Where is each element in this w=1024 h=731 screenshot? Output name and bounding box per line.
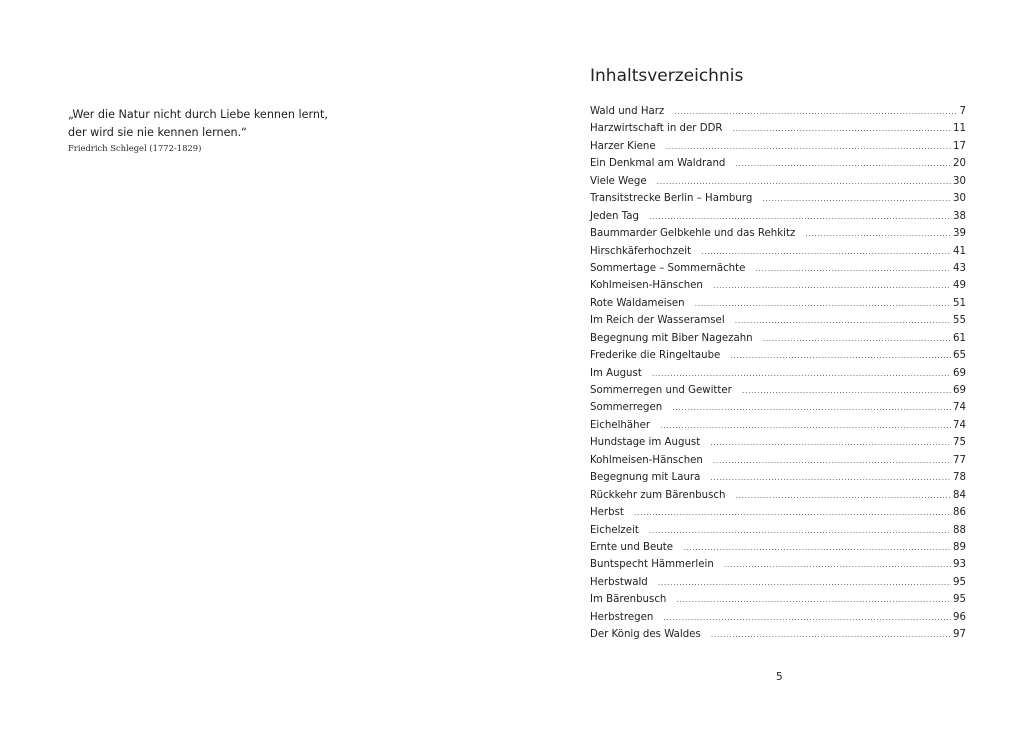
toc-entry-title: Baummarder Gelbkehle und das Rehkitz xyxy=(590,228,796,240)
toc-dot-leader xyxy=(742,386,951,395)
toc-entry-page: 89 xyxy=(953,541,966,553)
toc-entry[interactable] xyxy=(590,542,966,559)
toc-entry-title: Im Reich der Wasseramsel xyxy=(590,315,725,327)
toc-dot-leader xyxy=(710,473,951,482)
toc-entry[interactable] xyxy=(590,612,966,629)
toc-dot-leader xyxy=(724,560,951,569)
toc-dot-leader xyxy=(730,351,951,360)
toc-entry-page: 86 xyxy=(953,507,966,519)
toc-dot-leader xyxy=(695,299,951,308)
toc-entry[interactable] xyxy=(590,577,966,594)
toc-entry[interactable] xyxy=(590,298,966,315)
toc-dot-leader xyxy=(652,369,951,378)
right-page xyxy=(512,0,1024,731)
toc-entry-title: Rückkehr zum Bärenbusch xyxy=(590,489,726,501)
toc-entry-page: 95 xyxy=(953,576,966,588)
quote-line: „Wer die Natur nicht durch Liebe kennen lernt, xyxy=(68,108,328,121)
toc-dot-leader xyxy=(672,403,951,412)
toc-entry-title: Herbstwald xyxy=(590,576,648,588)
toc-entry-page: 75 xyxy=(953,437,966,449)
toc-entry[interactable] xyxy=(590,123,966,140)
toc-dot-leader xyxy=(763,334,951,343)
toc-dot-leader xyxy=(710,438,951,447)
toc-dot-leader xyxy=(711,630,951,639)
toc-entry-title: Frederike die Ringeltaube xyxy=(590,350,721,362)
toc-entry-title: Begegnung mit Biber Nagezahn xyxy=(590,332,753,344)
toc-entry-page: 17 xyxy=(953,140,966,152)
toc-entry-title: Sommertage – Sommernächte xyxy=(590,262,746,274)
toc-entry-page: 55 xyxy=(953,315,966,327)
toc-entry-title: Hirschkäferhochzeit xyxy=(590,245,692,257)
toc-entry[interactable] xyxy=(590,350,966,367)
toc-dot-leader xyxy=(657,177,951,186)
toc-dot-leader xyxy=(683,543,951,552)
quote-author: Friedrich Schlegel (1772-1829) xyxy=(68,143,202,153)
toc-dot-leader xyxy=(663,613,951,622)
toc-entry-title: Buntspecht Hämmerlein xyxy=(590,559,714,571)
toc-entry[interactable] xyxy=(590,507,966,524)
toc-entry-page: 77 xyxy=(953,454,966,466)
toc-entry-page: 38 xyxy=(953,210,966,222)
toc-entry-page: 74 xyxy=(953,419,966,431)
toc-entry[interactable] xyxy=(590,333,966,350)
toc-entry-title: Hundstage im August xyxy=(590,437,701,449)
toc-entry[interactable] xyxy=(590,193,966,210)
toc-dot-leader xyxy=(733,124,952,133)
toc-entry[interactable] xyxy=(590,211,966,228)
toc-entry-title: Kohlmeisen-Hänschen xyxy=(590,280,703,292)
toc-dot-leader xyxy=(660,421,951,430)
toc-entry-title: Ernte und Beute xyxy=(590,541,673,553)
toc-entry-page: 49 xyxy=(953,280,966,292)
toc-entry-title: Eichelhäher xyxy=(590,419,651,431)
page-number: 5 xyxy=(776,671,783,683)
toc-entry[interactable] xyxy=(590,106,966,123)
toc-entry-page: 88 xyxy=(953,524,966,536)
toc-entry[interactable] xyxy=(590,176,966,193)
toc-entry-page: 43 xyxy=(953,262,966,274)
toc-entry-page: 93 xyxy=(953,559,966,571)
toc-dot-leader xyxy=(713,281,951,290)
toc-entry-page: 96 xyxy=(953,611,966,623)
toc-dot-leader xyxy=(649,212,951,221)
toc-entry[interactable] xyxy=(590,472,966,489)
toc-entry-page: 84 xyxy=(953,489,966,501)
toc-entry[interactable] xyxy=(590,455,966,472)
toc-dot-leader xyxy=(649,526,951,535)
toc-entry-title: Herbst xyxy=(590,507,624,519)
toc-entry-title: Rote Waldameisen xyxy=(590,297,685,309)
toc-entry-title: Herbstregen xyxy=(590,611,654,623)
toc-entry-title: Harzwirtschaft in der DDR xyxy=(590,123,723,135)
toc-entry-page: 78 xyxy=(953,472,966,484)
toc-dot-leader xyxy=(735,316,951,325)
toc-entry-title: Sommerregen xyxy=(590,402,663,414)
toc-entry-title: Ein Denkmal am Waldrand xyxy=(590,158,726,170)
toc-entry-title: Im Bärenbusch xyxy=(590,594,667,606)
toc-entry-page: 11 xyxy=(953,123,966,135)
toc-entry[interactable] xyxy=(590,315,966,332)
epigraph-quote xyxy=(68,106,328,142)
toc-entry[interactable] xyxy=(590,490,966,507)
toc-entry[interactable] xyxy=(590,158,966,175)
toc-entry[interactable] xyxy=(590,559,966,576)
toc-entry-page: 97 xyxy=(953,629,966,641)
toc-dot-leader xyxy=(666,142,951,151)
toc-entry-page: 51 xyxy=(953,297,966,309)
toc-dot-leader xyxy=(805,229,951,238)
toc-entry[interactable] xyxy=(590,263,966,280)
toc-dot-leader xyxy=(755,264,951,273)
toc-entry[interactable] xyxy=(590,525,966,542)
toc-entry[interactable] xyxy=(590,246,966,263)
toc-entry-title: Viele Wege xyxy=(590,175,647,187)
toc-entry-page: 39 xyxy=(953,228,966,240)
toc-entry-page: 65 xyxy=(953,350,966,362)
toc-entry-page: 30 xyxy=(953,193,966,205)
toc-entry-page: 69 xyxy=(953,367,966,379)
toc-entry-title: Sommerregen und Gewitter xyxy=(590,385,732,396)
toc-entry[interactable] xyxy=(590,437,966,454)
toc-entry[interactable] xyxy=(590,402,966,419)
toc-entry-title: Im August xyxy=(590,367,642,379)
table-of-contents xyxy=(590,106,966,647)
toc-entry[interactable] xyxy=(590,280,966,297)
quote-line: der wird sie nie kennen lernen.“ xyxy=(68,126,247,139)
toc-dot-leader xyxy=(701,247,951,256)
toc-entry-page: 74 xyxy=(953,402,966,414)
toc-entry[interactable] xyxy=(590,420,966,437)
toc-entry-title: Eichelzeit xyxy=(590,524,639,536)
toc-entry-page: 7 xyxy=(959,106,966,117)
toc-entry[interactable] xyxy=(590,368,966,385)
toc-dot-leader xyxy=(658,578,951,587)
toc-entry-title: Wald und Harz xyxy=(590,106,665,117)
toc-dot-leader xyxy=(735,491,951,500)
toc-dot-leader xyxy=(674,107,957,116)
toc-entry-page: 69 xyxy=(953,385,966,396)
toc-dot-leader xyxy=(713,456,951,465)
toc-entry[interactable] xyxy=(590,594,966,611)
toc-entry[interactable] xyxy=(590,141,966,158)
toc-entry-title: Kohlmeisen-Hänschen xyxy=(590,454,703,466)
toc-entry[interactable] xyxy=(590,385,966,402)
toc-entry-page: 61 xyxy=(953,332,966,344)
toc-entry-page: 30 xyxy=(953,175,966,187)
toc-dot-leader xyxy=(634,508,951,517)
toc-entry[interactable] xyxy=(590,629,966,646)
toc-entry-title: Transitstrecke Berlin – Hamburg xyxy=(590,193,753,205)
toc-entry[interactable] xyxy=(590,228,966,245)
toc-title: Inhaltsverzeichnis xyxy=(590,66,744,86)
toc-entry-title: Harzer Kiene xyxy=(590,140,656,152)
toc-dot-leader xyxy=(735,159,951,168)
toc-entry-title: Begegnung mit Laura xyxy=(590,472,701,484)
toc-entry-page: 95 xyxy=(953,594,966,606)
toc-entry-page: 41 xyxy=(953,245,966,257)
toc-entry-title: Der König des Waldes xyxy=(590,629,701,641)
toc-entry-title: Jeden Tag xyxy=(590,210,639,222)
toc-dot-leader xyxy=(676,595,951,604)
toc-entry-page: 20 xyxy=(953,158,966,170)
toc-dot-leader xyxy=(762,194,951,203)
